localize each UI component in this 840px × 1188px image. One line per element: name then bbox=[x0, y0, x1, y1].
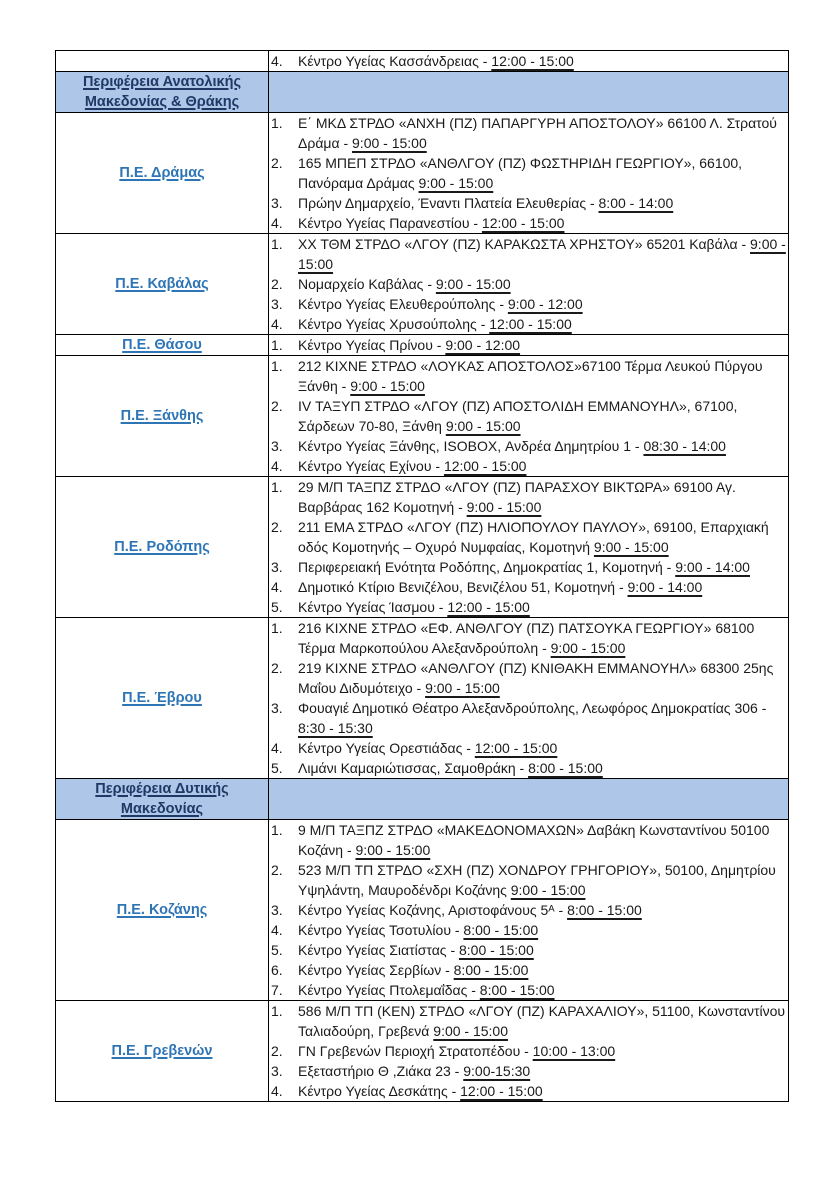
item-text bbox=[298, 577, 788, 597]
item-location: Κέντρο Υγείας Ορεστιάδας - bbox=[298, 740, 475, 756]
region-unit-cell bbox=[56, 477, 269, 618]
item-text bbox=[298, 597, 788, 617]
item-location: Κέντρο Υγείας Παρανεστίου - bbox=[298, 215, 482, 231]
item-number: 4. bbox=[271, 458, 283, 474]
item-number: 2. bbox=[271, 519, 283, 535]
item-text bbox=[298, 900, 788, 920]
list-item bbox=[269, 456, 788, 476]
region-header-cell bbox=[56, 72, 269, 113]
item-number: 3. bbox=[271, 700, 283, 716]
region-unit-label: Π.Ε. Κοζάνης bbox=[116, 902, 208, 918]
item-location: Κέντρο Υγείας Χρυσούπολης - bbox=[298, 316, 490, 332]
item-text bbox=[298, 940, 788, 960]
list-item bbox=[269, 1041, 788, 1061]
list-item bbox=[269, 1001, 788, 1041]
item-text bbox=[298, 436, 788, 456]
list-item bbox=[269, 153, 788, 193]
region-unit-label: Π.Ε. Δράμας bbox=[119, 165, 205, 181]
item-time: 8:00 - 15:00 bbox=[528, 760, 603, 776]
item-time: 12:00 - 15:00 bbox=[460, 1083, 543, 1099]
item-time: 12:00 - 15:00 bbox=[491, 53, 574, 69]
item-location: 219 ΚΙΧΝΕ ΣΤΡΔΟ «ΑΝΘΛΓΟΥ (ΠΖ) ΚΝΙΘΑΚΗ ΕΜΜΑΝΟΥΗΛ» 68300 25ης Μαΐου Διδυμότειχο - bbox=[298, 660, 774, 696]
item-text bbox=[298, 1001, 788, 1041]
item-time: 8:00 - 15:00 bbox=[567, 902, 642, 918]
item-location: Κέντρο Υγείας Εχίνου - bbox=[298, 458, 444, 474]
item-location: Κέντρο Υγείας Ίασμου - bbox=[298, 599, 448, 615]
item-location: Νομαρχείο Καβάλας - bbox=[298, 276, 436, 292]
item-time: 9:00 - 15:00 bbox=[352, 135, 427, 151]
item-number: 4. bbox=[271, 922, 283, 938]
item-text bbox=[298, 960, 788, 980]
item-time: 9:00 - 15:00 bbox=[433, 1023, 509, 1039]
vaccination-centers-table bbox=[55, 50, 789, 1102]
list-item bbox=[269, 940, 788, 960]
items-cell bbox=[269, 820, 789, 1001]
item-location: IV ΤΑΞΥΠ ΣΤΡΔΟ «ΛΓΟΥ (ΠΖ) ΑΠΟΣΤΟΛΙΔΗ ΕΜΜΑΝΟΥΗΛ», 67100, Σάρδεων 70-80, Ξάνθη bbox=[298, 398, 738, 434]
item-time: 12:00 - 15:00 bbox=[474, 740, 558, 756]
item-number: 4. bbox=[271, 215, 283, 231]
item-number: 1. bbox=[271, 358, 283, 374]
item-number: 4. bbox=[271, 53, 283, 69]
item-location: Λιμάνι Καμαριώτισσας, Σαμοθράκη - bbox=[298, 760, 529, 776]
list-item bbox=[269, 960, 788, 980]
item-time: 12:00 - 15:00 bbox=[481, 215, 565, 231]
region-unit-cell bbox=[56, 820, 269, 1001]
list-item bbox=[269, 597, 788, 617]
item-text bbox=[298, 213, 788, 233]
list-item bbox=[269, 274, 788, 294]
item-time: 9:00 - 15:00 bbox=[435, 276, 511, 292]
item-text bbox=[298, 758, 788, 778]
item-time: 10:00 - 13:00 bbox=[532, 1043, 616, 1059]
item-text bbox=[298, 274, 788, 294]
item-number: 3. bbox=[271, 1063, 283, 1079]
item-text bbox=[298, 557, 788, 577]
item-time: 8:00 - 15:00 bbox=[463, 922, 539, 938]
item-number: 3. bbox=[271, 438, 283, 454]
list-item bbox=[269, 1061, 788, 1081]
region-unit-cell bbox=[56, 1001, 269, 1102]
region-unit-cell bbox=[56, 618, 269, 779]
item-number: 4. bbox=[271, 740, 283, 756]
region-header-empty-cell bbox=[269, 779, 789, 820]
item-time: 9:00 - 15:00 bbox=[425, 680, 500, 696]
item-number: 3. bbox=[271, 559, 283, 575]
item-text bbox=[298, 314, 788, 334]
item-location: Πρώην Δημαρχείο, Έναντι Πλατεία Ελευθερίας - bbox=[298, 195, 599, 211]
item-time: 9:00 - 14:00 bbox=[675, 559, 750, 575]
item-number: 1. bbox=[271, 1003, 283, 1019]
item-time: 9:00 - 15:00 bbox=[510, 882, 586, 898]
list-item bbox=[269, 113, 788, 153]
item-time: 9:00 - 15:00 bbox=[298, 236, 786, 272]
region-header-cell bbox=[56, 779, 269, 820]
item-number: 2. bbox=[271, 276, 283, 292]
item-time: 08:30 - 14:00 bbox=[643, 438, 726, 454]
item-location: Κέντρο Υγείας Ξάνθης, ISOBOX, Ανδρέα Δημητρίου 1 - bbox=[298, 438, 644, 454]
item-time: 9:00 - 15:00 bbox=[593, 539, 669, 555]
item-number: 2. bbox=[271, 862, 283, 878]
item-time: 9:00 - 15:00 bbox=[550, 640, 626, 656]
list-item bbox=[269, 820, 788, 860]
item-text bbox=[298, 1081, 788, 1101]
list-item bbox=[269, 557, 788, 577]
region-unit-cell bbox=[56, 234, 269, 335]
list-item bbox=[269, 396, 788, 436]
item-number: 5. bbox=[271, 599, 283, 615]
region-unit-label: Π.Ε. Ροδόπης bbox=[114, 539, 210, 555]
item-time: 8:00 - 14:00 bbox=[598, 195, 674, 211]
item-text bbox=[298, 51, 788, 71]
list-item bbox=[269, 436, 788, 456]
item-number: 5. bbox=[271, 942, 283, 958]
item-number: 2. bbox=[271, 660, 283, 676]
table-row bbox=[56, 618, 789, 779]
item-text bbox=[298, 698, 788, 738]
item-number: 1. bbox=[271, 620, 283, 636]
item-time: 9:00 - 15:00 bbox=[350, 378, 425, 394]
list-item bbox=[269, 1081, 788, 1101]
item-time: 8:30 - 15:30 bbox=[298, 720, 373, 736]
item-location: 216 ΚΙΧΝΕ ΣΤΡΔΟ «ΕΦ. ΑΝΘΛΓΟΥ (ΠΖ) ΠΑΤΣΟΥΚΑ ΓΕΩΡΓΙΟΥ» 68100 Τέρμα Μαρκοπούλου Αλεξανδρούπολη - bbox=[298, 620, 755, 656]
item-location: Κέντρο Υγείας Κοζάνης, Αριστοφάνους 5ᴬ - bbox=[298, 902, 568, 918]
item-location: Κέντρο Υγείας Τσοτυλίου - bbox=[298, 922, 464, 938]
region-header-row bbox=[56, 72, 789, 113]
item-number: 1. bbox=[271, 479, 283, 495]
table-row bbox=[56, 820, 789, 1001]
list-item bbox=[269, 517, 788, 557]
list-item bbox=[269, 738, 788, 758]
region-unit-cell bbox=[56, 51, 269, 72]
item-number: 2. bbox=[271, 155, 283, 171]
item-text bbox=[298, 356, 788, 396]
items-cell bbox=[269, 335, 789, 356]
item-location: 211 ΕΜΑ ΣΤΡΔΟ «ΛΓΟΥ (ΠΖ) ΗΛΙΟΠΟΥΛΟΥ ΠΑΥΛΟΥ», 69100, Επαρχιακή οδός Κομοτηνής – Οχυρό Νυμφαίας, Κομοτηνή bbox=[298, 519, 769, 555]
item-text bbox=[298, 618, 788, 658]
region-header-row bbox=[56, 779, 789, 820]
region-header-label: Περιφέρεια Ανατολικής Μακεδονίας & Θράκης bbox=[83, 74, 241, 110]
list-item bbox=[269, 980, 788, 1000]
item-location: 165 ΜΠΕΠ ΣΤΡΔΟ «ΑΝΘΛΓΟΥ (ΠΖ) ΦΩΣΤΗΡΙΔΗ ΓΕΩΡΓΙΟΥ», 66100, Πανόραμα Δράμας bbox=[298, 155, 743, 191]
item-time: 9:00 - 15:00 bbox=[355, 842, 431, 858]
region-unit-label: Π.Ε. Θάσου bbox=[122, 337, 202, 353]
item-number: 4. bbox=[271, 1083, 283, 1099]
region-unit-label: Π.Ε. Καβάλας bbox=[115, 276, 209, 292]
item-text bbox=[298, 1061, 788, 1081]
list-item bbox=[269, 618, 788, 658]
item-time: 8:00 - 15:00 bbox=[453, 962, 529, 978]
item-number: 2. bbox=[271, 1043, 283, 1059]
item-number: 6. bbox=[271, 962, 283, 978]
item-text bbox=[298, 153, 788, 193]
item-time: 9:00 - 12:00 bbox=[445, 337, 521, 353]
item-text bbox=[298, 517, 788, 557]
item-location: 212 ΚΙΧΝΕ ΣΤΡΔΟ «ΛΟΥΚΑΣ ΑΠΟΣΤΟΛΟΣ»67100 Τέρμα Λευκού Πύργου Ξάνθη - bbox=[298, 358, 763, 394]
item-text bbox=[298, 860, 788, 900]
item-location: Κέντρο Υγείας Πρίνου - bbox=[298, 337, 446, 353]
item-number: 7. bbox=[271, 982, 283, 998]
items-cell bbox=[269, 234, 789, 335]
item-time: 12:00 - 15:00 bbox=[447, 599, 530, 615]
item-location: ΓΝ Γρεβενών Περιοχή Στρατοπέδου - bbox=[298, 1043, 533, 1059]
table-row bbox=[56, 356, 789, 477]
item-number: 4. bbox=[271, 316, 283, 332]
item-location: 29 Μ/Π ΤΑΞΠΖ ΣΤΡΔΟ «ΛΓΟΥ (ΠΖ) ΠΑΡΑΣΧΟΥ ΒΙΚΤΩΡΑ» 69100 Αγ. Βαρβάρας 162 Κομοτηνή - bbox=[298, 479, 736, 515]
items-cell bbox=[269, 1001, 789, 1102]
item-number: 3. bbox=[271, 902, 283, 918]
item-text bbox=[298, 980, 788, 1000]
item-location: Κέντρο Υγείας Κασσάνδρειας - bbox=[298, 53, 492, 69]
item-time: 9:00 - 12:00 bbox=[507, 296, 583, 312]
item-text bbox=[298, 820, 788, 860]
list-item bbox=[269, 335, 788, 355]
item-time: 12:00 - 15:00 bbox=[443, 458, 527, 474]
items-cell bbox=[269, 477, 789, 618]
table-row bbox=[56, 335, 789, 356]
item-text bbox=[298, 234, 788, 274]
list-item bbox=[269, 758, 788, 778]
item-location: 9 Μ/Π ΤΑΞΠΖ ΣΤΡΔΟ «ΜΑΚΕΔΟΝΟΜΑΧΩΝ» Δαβάκη Κωνσταντίνου 50100 Κοζάνη - bbox=[298, 822, 770, 858]
item-time: 9:00-15:30 bbox=[463, 1063, 531, 1079]
item-location: ΧΧ ΤΘΜ ΣΤΡΔΟ «ΛΓΟΥ (ΠΖ) ΚΑΡΑΚΩΣΤΑ ΧΡΗΣΤΟΥ» 65201 Καβάλα - bbox=[298, 236, 751, 252]
item-time: 8:00 - 15:00 bbox=[479, 982, 555, 998]
list-item bbox=[269, 658, 788, 698]
item-text bbox=[298, 477, 788, 517]
list-item bbox=[269, 234, 788, 274]
item-location: Κέντρο Υγείας Δεσκάτης - bbox=[298, 1083, 461, 1099]
list-item bbox=[269, 920, 788, 940]
table-row bbox=[56, 51, 789, 72]
item-location: Κέντρο Υγείας Σερβίων - bbox=[298, 962, 454, 978]
item-number: 5. bbox=[271, 760, 283, 776]
item-location: Κέντρο Υγείας Σιατίστας - bbox=[298, 942, 459, 958]
list-item bbox=[269, 193, 788, 213]
item-text bbox=[298, 396, 788, 436]
item-number: 3. bbox=[271, 195, 283, 211]
item-location: Φουαγιέ Δημοτικό Θέατρο Αλεξανδρούπολης, Λεωφόρος Δημοκρατίας 306 - bbox=[298, 700, 767, 716]
item-location: Δημοτικό Κτίριο Βενιζέλου, Βενιζέλου 51, Κομοτηνή - bbox=[298, 579, 628, 595]
item-location: Ε΄ ΜΚΔ ΣΤΡΔΟ «ΑΝΧΗ (ΠΖ) ΠΑΠΑΡΓΥΡΗ ΑΠΟΣΤΟΛΟΥ» 66100 Λ. Στρατού Δράμα - bbox=[298, 115, 777, 151]
list-item bbox=[269, 294, 788, 314]
region-unit-cell bbox=[56, 356, 269, 477]
item-text bbox=[298, 456, 788, 476]
item-location: Περιφερειακή Ενότητα Ροδόπης, Δημοκρατίας 1, Κομοτηνή - bbox=[298, 559, 676, 575]
item-location: 523 Μ/Π ΤΠ ΣΤΡΔΟ «ΣΧΗ (ΠΖ) ΧΟΝΔΡΟΥ ΓΡΗΓΟΡΙΟΥ», 50100, Δημητρίου Υψηλάντη, Μαυροδένδρι Κοζάνης bbox=[298, 862, 776, 898]
items-cell bbox=[269, 618, 789, 779]
region-unit-label: Π.Ε. Γρεβενών bbox=[111, 1043, 213, 1059]
table-row bbox=[56, 1001, 789, 1102]
region-header-label: Περιφέρεια Δυτικής Μακεδονίας bbox=[95, 781, 229, 817]
item-text bbox=[298, 193, 788, 213]
item-time: 8:00 - 15:00 bbox=[459, 942, 534, 958]
item-time: 9:00 - 15:00 bbox=[418, 175, 494, 191]
item-number: 1. bbox=[271, 236, 283, 252]
table-row bbox=[56, 477, 789, 618]
items-cell bbox=[269, 356, 789, 477]
item-text bbox=[298, 113, 788, 153]
item-location: Κέντρο Υγείας Ελευθερούπολης - bbox=[298, 296, 508, 312]
items-cell bbox=[269, 113, 789, 234]
list-item bbox=[269, 577, 788, 597]
item-number: 4. bbox=[271, 579, 283, 595]
list-item bbox=[269, 860, 788, 900]
region-unit-label: Π.Ε. Ξάνθης bbox=[120, 408, 204, 424]
item-number: 3. bbox=[271, 296, 283, 312]
item-location: Εξεταστήριο Θ ,Ζιάκα 23 - bbox=[298, 1063, 464, 1079]
item-time: 12:00 - 15:00 bbox=[489, 316, 572, 332]
region-unit-label: Π.Ε. Έβρου bbox=[122, 690, 202, 706]
item-number: 1. bbox=[271, 822, 283, 838]
item-text bbox=[298, 335, 788, 355]
list-item bbox=[269, 900, 788, 920]
region-unit-cell bbox=[56, 113, 269, 234]
list-item bbox=[269, 314, 788, 334]
item-text bbox=[298, 920, 788, 940]
item-text bbox=[298, 658, 788, 698]
item-text bbox=[298, 738, 788, 758]
item-number: 1. bbox=[271, 337, 283, 353]
item-location: 586 Μ/Π ΤΠ (ΚΕΝ) ΣΤΡΔΟ «ΛΓΟΥ (ΠΖ) ΚΑΡΑΧΑΛΙΟΥ», 51100, Κωνσταντίνου Ταλιαδούρη, Γρεβενά bbox=[298, 1003, 786, 1039]
list-item bbox=[269, 51, 788, 71]
item-location: Κέντρο Υγείας Πτολεμαΐδας - bbox=[298, 982, 480, 998]
list-item bbox=[269, 477, 788, 517]
item-time: 9:00 - 15:00 bbox=[445, 418, 521, 434]
list-item bbox=[269, 356, 788, 396]
table-row bbox=[56, 234, 789, 335]
list-item bbox=[269, 698, 788, 738]
list-item bbox=[269, 213, 788, 233]
region-unit-cell bbox=[56, 335, 269, 356]
item-time: 9:00 - 15:00 bbox=[466, 499, 542, 515]
item-number: 1. bbox=[271, 115, 283, 131]
item-text bbox=[298, 294, 788, 314]
item-time: 9:00 - 14:00 bbox=[627, 579, 703, 595]
region-header-empty-cell bbox=[269, 72, 789, 113]
items-cell bbox=[269, 51, 789, 72]
item-text bbox=[298, 1041, 788, 1061]
item-number: 2. bbox=[271, 398, 283, 414]
table-row bbox=[56, 113, 789, 234]
